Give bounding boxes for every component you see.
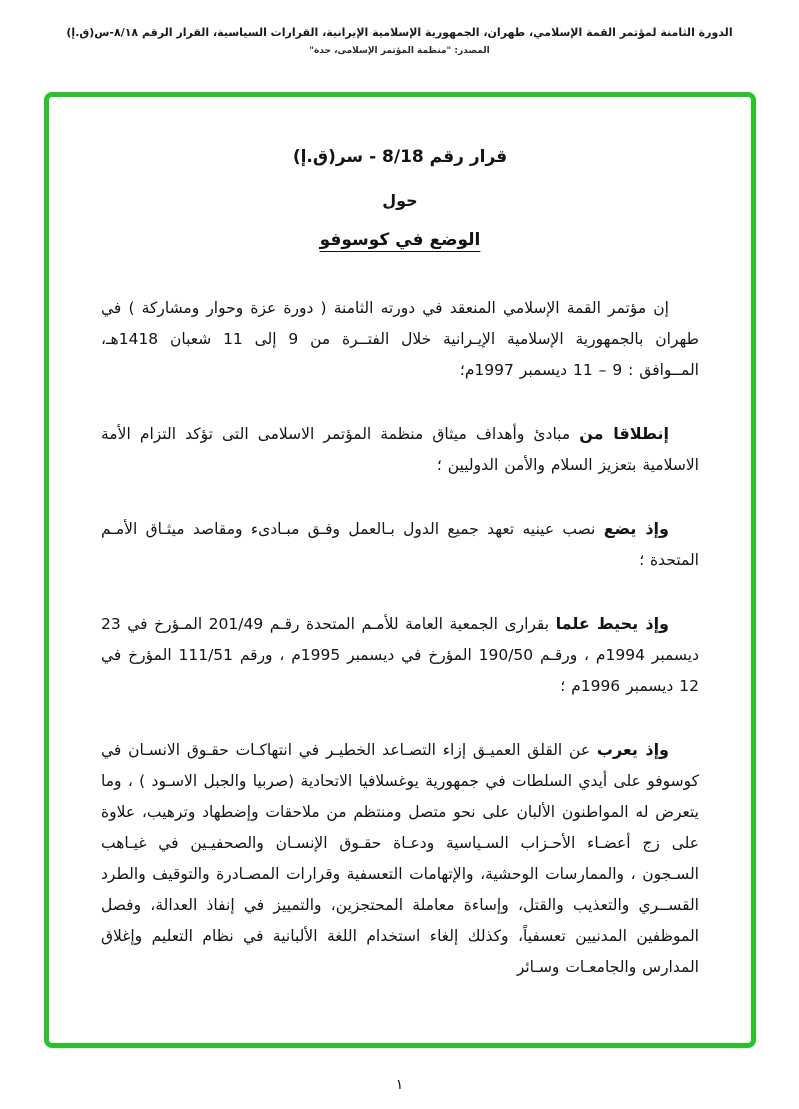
header-source-line: المصدر: "منظمة المؤتمر الإسلامى، جدة" [309,46,490,56]
document-header [0,0,799,56]
resolution-about-label: حول [382,191,418,210]
page-number: ١ [395,1077,404,1093]
paragraph-un-resolutions [101,608,699,702]
paragraph-lead: إنطلاقا من [579,424,669,443]
paragraph-lead: وإذ يعرب [596,740,669,759]
resolution-number-title: قرار رقم 8/18 - سر(ق.إ) [292,147,508,167]
paragraph-text: عن القلق العميـق إزاء التصـاعد الخطيـر في انتهاكـات حقـوق الانسـان في كوسوفو على أيدي السلطات في جمهورية يوغسلافيا الاتحادية (صربيا والجبل الاسـود ) ، وما يتعرض له المواطنون الألبان على نحو متصل ومنتظم من ملاحقات وإضطهاد وترهيب، علاوة على زج أعضـاء الأحـزاب السـياسية ودعـاة حقـوق الإنسـان والصحفيـين في غيـاهب السـجون ، والممارسات الوحشية، والإتهامات التعسفية وقرارات المصـادرة والتوقيف والطرد القســري والتعذيب والقتل، وإساءة معاملة المحتجزين، والتمييز في إنفاذ العدالة، وفصل الموظفين المدنيين تعسفياً، وكذلك إلغاء استخدام اللغة الألبانية في نظام التعليم وإغلاق المدارس والجامعـات وسـائر [101,741,699,976]
paragraph-concern [101,734,699,983]
paragraph-lead: وإذ يضع [603,519,669,538]
green-frame [44,92,756,1048]
paragraph-principles [101,418,699,481]
paragraph-text: إن مؤتمر القمة الإسلامي المنعقد في دورته الثامنة ( دورة عزة وحوار ومشاركة ) في طهران بالجمهورية الإسلامية الإيـرانية خلال الفتــرة من 9 إلى 11 شعبان 1418هـ، المــوافق : 9 – 11 ديسمبر 1997م؛ [101,299,699,379]
paragraph-preamble [101,292,699,386]
paragraph-text: نصب عينيه تعهد جميع الدول بـالعمل وفـق مبـادىء ومقاصد ميثـاق الأمـم المتحدة ؛ [101,520,699,569]
paragraph-text: بقرارى الجمعية العامة للأمـم المتحدة رقـم 201/49 المـؤرخ في 23 ديسمبر 1994م ، ورقـم 190/50 المؤرخ في ديسمبر 1995م ، ورقم 111/51 المؤرخ في 12 ديسمبر 1996م ؛ [101,615,700,695]
paragraph-text: مبادئ وأهداف ميثاق منظمة المؤتمر الاسلامى التى تؤكد التزام الأمة الاسلامية بتعزيز السلام والأمن الدوليين ؛ [101,425,699,474]
paragraph-un-charter [101,513,699,576]
document-body [101,147,699,983]
title-block [101,147,699,250]
paragraph-lead: وإذ يحيط علما [555,614,669,633]
resolution-topic-title: الوضع في كوسوفو [319,230,481,250]
header-reference-line: الدورة الثامنة لمؤتمر القمة الإسلامي، طهران، الجمهورية الإسلامية الإيرانية، القرارات السياسية، القرار الرقم ٨/١٨-س(ق.إ) [66,26,733,39]
